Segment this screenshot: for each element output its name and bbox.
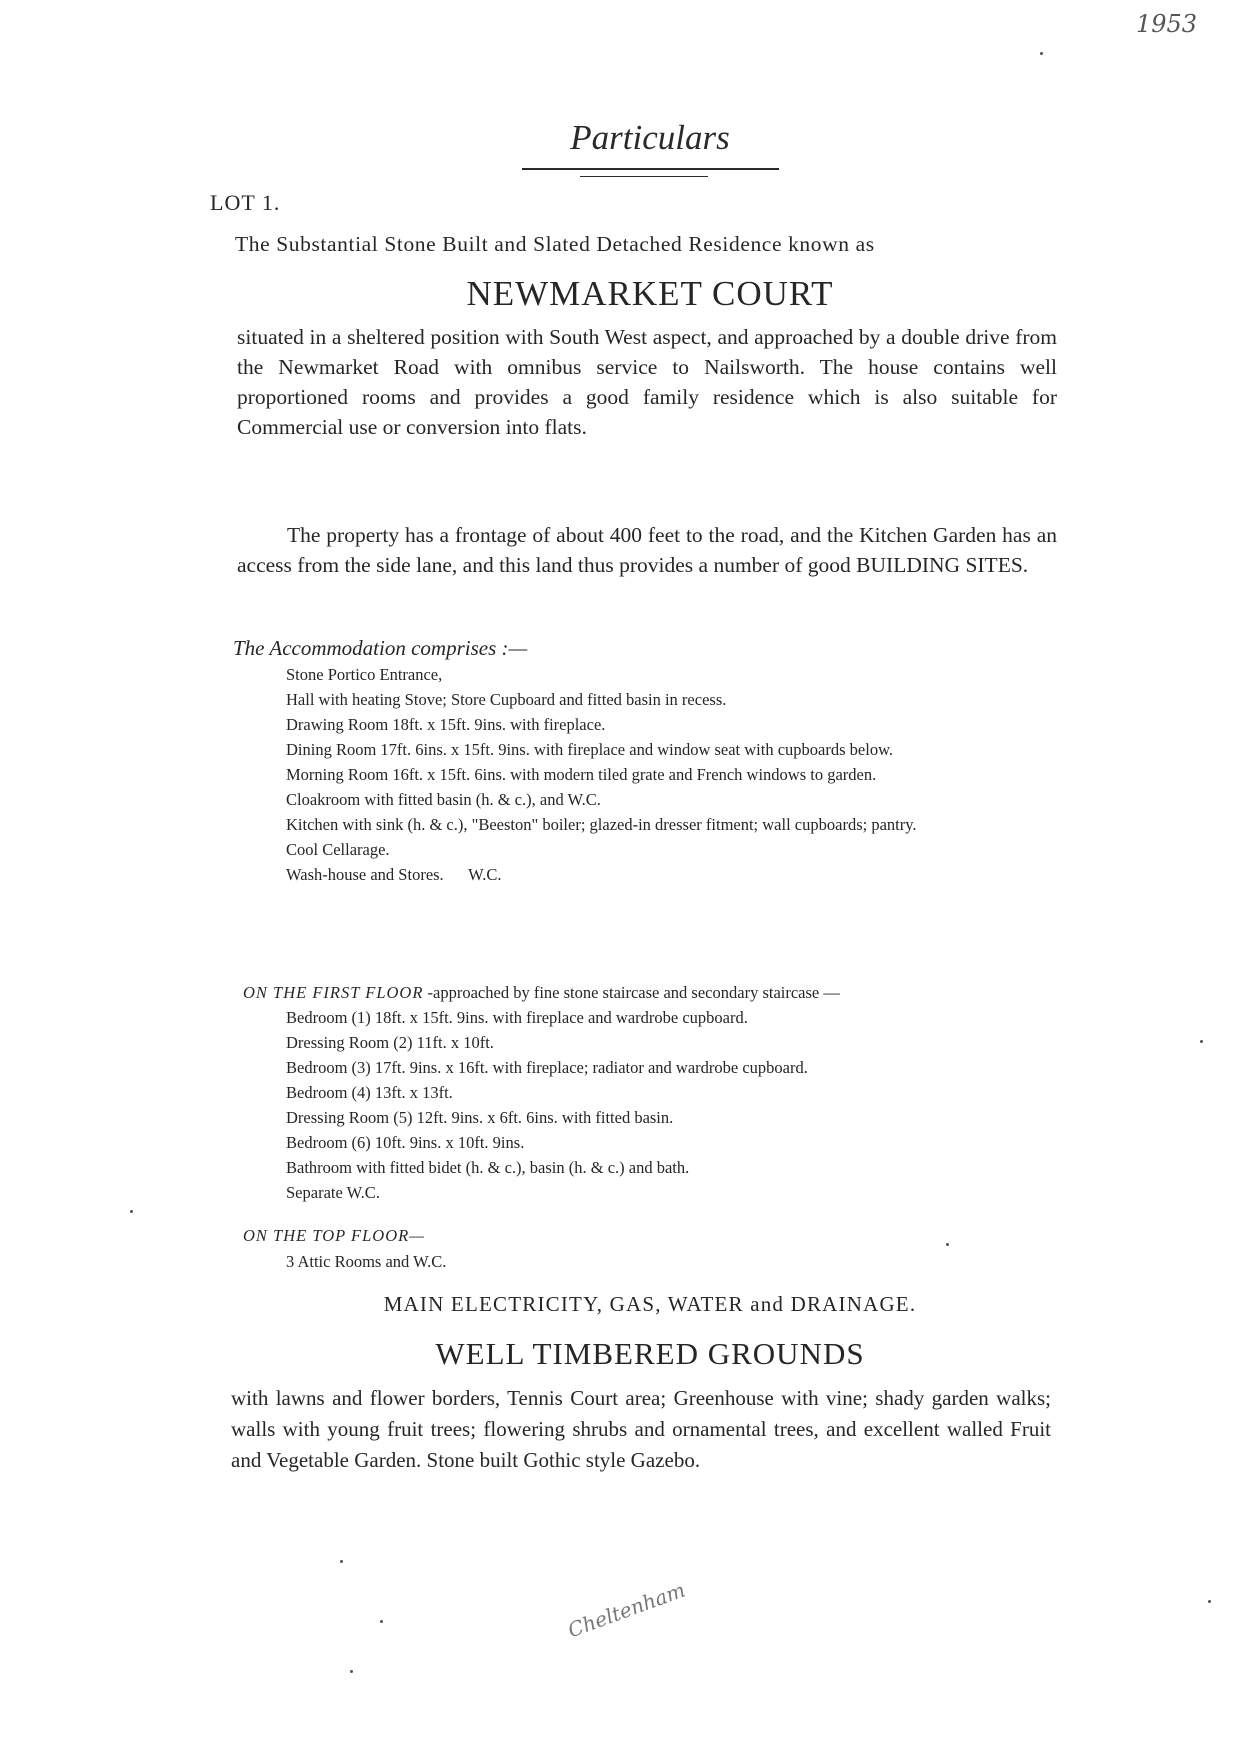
speck	[1200, 1040, 1203, 1043]
property-name: NEWMARKET COURT	[466, 274, 834, 313]
list-item: Wash-house and Stores. W.C.	[286, 865, 502, 884]
top-floor-heading	[243, 1226, 425, 1246]
list-item: Bedroom (3) 17ft. 9ins. x 16ft. with fireplace; radiator and wardrobe cupboard.	[286, 1058, 808, 1077]
ground-floor-list	[286, 664, 1056, 889]
list-item: Morning Room 16ft. x 15ft. 6ins. with modern tiled grate and French windows to garden.	[286, 765, 877, 784]
services-line: MAIN ELECTRICITY, GAS, WATER and DRAINAGE.	[383, 1292, 917, 1316]
title-underline	[522, 168, 779, 170]
list-item: Hall with heating Stove; Store Cupboard and fitted basin in recess.	[286, 690, 727, 709]
speck	[350, 1670, 353, 1673]
first-floor-note: -approached by fine stone staircase and secondary staircase —	[423, 983, 840, 1002]
top-floor-label: ON THE TOP FLOOR—	[243, 1226, 425, 1245]
lot-number: LOT 1.	[210, 190, 281, 215]
page-title: Particulars	[570, 118, 730, 157]
first-floor-heading	[243, 983, 840, 1003]
intro-line: The Substantial Stone Built and Slated Detached Residence known as	[235, 232, 875, 256]
grounds-title: WELL TIMBERED GROUNDS	[435, 1336, 865, 1371]
list-item: Drawing Room 18ft. x 15ft. 9ins. with fireplace.	[286, 715, 606, 734]
list-item: Bedroom (6) 10ft. 9ins. x 10ft. 9ins.	[286, 1133, 525, 1152]
list-item: Bathroom with fitted bidet (h. & c.), basin (h. & c.) and bath.	[286, 1158, 690, 1177]
frontage-paragraph: The property has a frontage of about 400 feet to the road, and the Kitchen Garden has an access from the side lane, and this land thus provides a number of good BUILDING SITES.	[237, 523, 1057, 577]
first-floor-label: ON THE FIRST FLOOR	[243, 983, 424, 1002]
speck	[380, 1620, 383, 1623]
speck	[340, 1560, 343, 1563]
list-item: Dining Room 17ft. 6ins. x 15ft. 9ins. with fireplace and window seat with cupboards below.	[286, 740, 894, 759]
list-item: Dressing Room (2) 11ft. x 10ft.	[286, 1033, 494, 1052]
list-item: Dressing Room (5) 12ft. 9ins. x 6ft. 6ins. with fitted basin.	[286, 1108, 674, 1127]
first-floor-list	[286, 1007, 1056, 1207]
accommodation-heading: The Accommodation comprises :—	[233, 636, 528, 660]
description-paragraph: situated in a sheltered position with South West aspect, and approached by a double drive from the Newmarket Road with omnibus service to Nailsworth. The house contains well proportioned rooms and provides a good family residence which is also suitable for Commercial use or conversion into flats.	[237, 325, 1057, 439]
speck	[1208, 1600, 1211, 1603]
list-item: Bedroom (4) 13ft. x 13ft.	[286, 1083, 453, 1102]
list-item: 3 Attic Rooms and W.C.	[286, 1252, 447, 1271]
speck	[130, 1210, 133, 1213]
speck	[946, 1243, 949, 1246]
list-item: Bedroom (1) 18ft. x 15ft. 9ins. with fireplace and wardrobe cupboard.	[286, 1008, 748, 1027]
handwritten-note: Cheltenham	[564, 1577, 689, 1643]
list-item: Cloakroom with fitted basin (h. & c.), and W.C.	[286, 790, 601, 809]
handwritten-year: 1953	[1136, 10, 1198, 38]
top-floor-list	[286, 1251, 446, 1276]
list-item: Stone Portico Entrance,	[286, 665, 443, 684]
list-item: Kitchen with sink (h. & c.), "Beeston" boiler; glazed-in dresser fitment; wall cupboards; pantry.	[286, 815, 917, 834]
title-underline-short	[580, 176, 708, 177]
list-item: Separate W.C.	[286, 1183, 380, 1202]
list-item: Cool Cellarage.	[286, 840, 390, 859]
speck	[1040, 52, 1043, 55]
grounds-paragraph: with lawns and flower borders, Tennis Court area; Greenhouse with vine; shady garden walks; walls with young fruit trees; flowering shrubs and ornamental trees, and excellent walled Fruit and Vegetable Garden. Stone built Gothic style Gazebo.	[231, 1386, 1051, 1472]
